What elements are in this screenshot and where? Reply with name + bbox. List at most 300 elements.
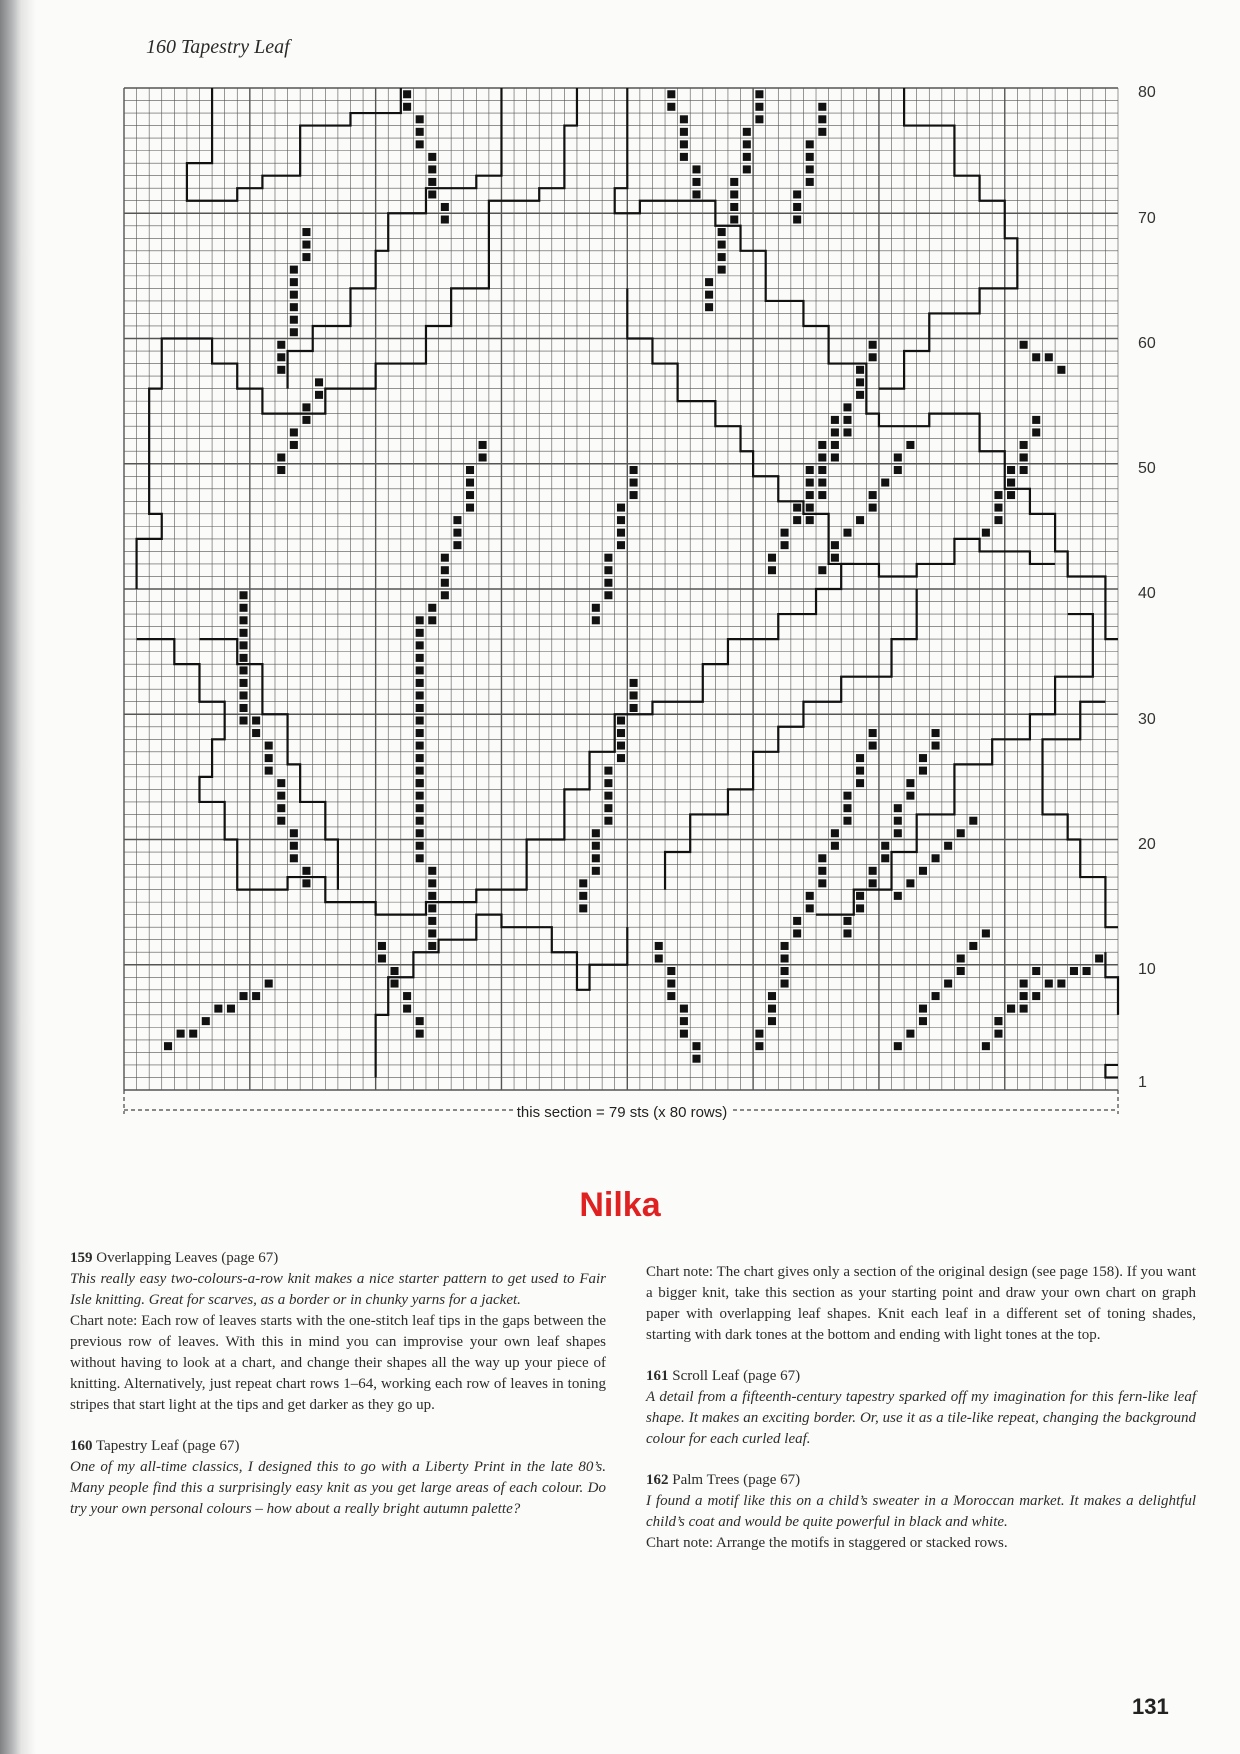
note-text: Arrange the motifs in staggered or stacked rows. <box>716 1535 1008 1551</box>
stitch-cell <box>428 879 436 887</box>
stitch-cell <box>781 980 789 988</box>
stitch-cell <box>831 416 839 424</box>
stitch-cell <box>604 767 612 775</box>
stitch-cell <box>919 767 927 775</box>
stitch-cell <box>969 817 977 825</box>
stitch-cell <box>730 203 738 211</box>
stitch-cell <box>793 516 801 524</box>
stitch-cell <box>793 216 801 224</box>
stitch-cell <box>617 541 625 549</box>
stitch-cell <box>164 1042 172 1050</box>
stitch-cell <box>906 441 914 449</box>
stitch-cell <box>240 704 248 712</box>
stitch-cell <box>240 604 248 612</box>
stitch-cell <box>1020 980 1028 988</box>
stitch-cell <box>705 278 713 286</box>
stitch-cell <box>894 892 902 900</box>
stitch-cell <box>806 153 814 161</box>
stitch-cell <box>793 504 801 512</box>
stitch-cell <box>604 817 612 825</box>
stitch-cell <box>982 1042 990 1050</box>
stitch-cell <box>818 854 826 862</box>
stitch-cell <box>1045 353 1053 361</box>
stitch-cell <box>856 366 864 374</box>
stitch-cell <box>806 140 814 148</box>
stitch-cell <box>755 103 763 111</box>
stitch-cell <box>604 554 612 562</box>
stitch-cell <box>604 779 612 787</box>
stitch-cell <box>277 804 285 812</box>
stitch-cell <box>894 804 902 812</box>
stitch-cell <box>856 904 864 912</box>
stitch-cell <box>932 742 940 750</box>
stitch-cell <box>655 942 663 950</box>
stitch-cell <box>957 954 965 962</box>
stitch-cell <box>932 992 940 1000</box>
section-note <box>124 1104 1120 1121</box>
stitch-cell <box>302 416 310 424</box>
stitch-cell <box>768 554 776 562</box>
stitch-cell <box>617 729 625 737</box>
stitch-cell <box>881 854 889 862</box>
stitch-cell <box>604 591 612 599</box>
stitch-cell <box>818 491 826 499</box>
note-text: The chart gives only a section of the original design (see page 158). If you want a bigger knit, take this section as your starting point and draw your own chart on graph paper with overlapping leaf shapes. Knit each leaf in a different set of toning shades, starting with dark tones at the bottom and ending with light tones at the top. <box>646 1264 1196 1343</box>
stitch-cell <box>227 1005 235 1013</box>
stitch-cell <box>214 1005 222 1013</box>
stitch-cell <box>592 616 600 624</box>
stitch-cell <box>730 190 738 198</box>
stitch-cell <box>680 128 688 136</box>
stitch-cell <box>466 466 474 474</box>
stitch-cell <box>416 629 424 637</box>
stitch-cell <box>428 867 436 875</box>
stitch-cell <box>302 241 310 249</box>
stitch-cell <box>416 729 424 737</box>
stitch-cell <box>1020 992 1028 1000</box>
stitch-cell <box>428 178 436 186</box>
note-label: Chart note: <box>646 1535 714 1551</box>
page-number: 131 <box>1132 1694 1169 1719</box>
stitch-cell <box>667 90 675 98</box>
stitch-cell <box>302 228 310 236</box>
stitch-cell <box>441 591 449 599</box>
stitch-cell <box>843 428 851 436</box>
stitch-cell <box>856 767 864 775</box>
stitch-cell <box>894 829 902 837</box>
stitch-cell <box>843 403 851 411</box>
stitch-cell <box>843 817 851 825</box>
stitch-cell <box>655 954 663 962</box>
stitch-cell <box>302 403 310 411</box>
stitch-cell <box>240 717 248 725</box>
stitch-cell <box>592 604 600 612</box>
stitch-cell <box>416 641 424 649</box>
stitch-cell <box>818 466 826 474</box>
stitch-cell <box>856 516 864 524</box>
stitch-cell <box>441 216 449 224</box>
stitch-cell <box>843 792 851 800</box>
stitch-cell <box>831 842 839 850</box>
stitch-cell <box>390 967 398 975</box>
stitch-cell <box>416 779 424 787</box>
stitch-cell <box>768 992 776 1000</box>
stitch-cell <box>302 879 310 887</box>
stitch-cell <box>466 504 474 512</box>
entry-161-heading <box>646 1366 1196 1387</box>
stitch-cell <box>793 917 801 925</box>
stitch-cell <box>856 892 864 900</box>
stitch-cell <box>403 103 411 111</box>
stitch-cell <box>479 453 487 461</box>
stitch-cell <box>441 566 449 574</box>
stitch-cell <box>869 504 877 512</box>
chart-grid <box>124 88 1118 1090</box>
stitch-cell <box>894 1042 902 1050</box>
stitch-cell <box>252 729 260 737</box>
stitch-cell <box>793 203 801 211</box>
stitch-cell <box>881 479 889 487</box>
stitch-cell <box>1032 967 1040 975</box>
stitch-cell <box>290 303 298 311</box>
stitch-cell <box>604 804 612 812</box>
stitch-cell <box>592 854 600 862</box>
stitch-cell <box>416 1017 424 1025</box>
stitch-cell <box>416 754 424 762</box>
entry-name: Overlapping Leaves <box>96 1250 218 1266</box>
stitch-cell <box>290 266 298 274</box>
stitch-cell <box>240 679 248 687</box>
stitch-cell <box>743 128 751 136</box>
stitch-cell <box>1020 441 1028 449</box>
entry-name: Palm Trees <box>672 1472 740 1488</box>
row-label: 80 <box>1138 84 1156 102</box>
stitch-cell <box>944 980 952 988</box>
stitch-cell <box>894 817 902 825</box>
stitch-cell <box>718 241 726 249</box>
stitch-cell <box>579 892 587 900</box>
entry-159-description: This really easy two-colours-a-row knit makes a nice starter pattern to get used to Fair Isle knitting. Great for scarves, as a border or in chunky yarns for a jacket. <box>70 1271 606 1308</box>
stitch-cell <box>806 904 814 912</box>
stitch-cell <box>768 1005 776 1013</box>
stitch-cell <box>806 178 814 186</box>
entry-160-description: One of my all-time classics, I designed this to go with a Liberty Print in the late 80’s. Many people find this a surprisingly easy knit as you get large areas of each colour. Do try your own personal colours – how about a really bright autumn palette? <box>70 1459 606 1517</box>
stitch-cell <box>604 579 612 587</box>
stitch-cell <box>919 754 927 762</box>
stitch-cell <box>302 867 310 875</box>
stitch-cell <box>630 479 638 487</box>
stitch-cell <box>1045 980 1053 988</box>
stitch-cell <box>1057 366 1065 374</box>
stitch-cell <box>730 178 738 186</box>
stitch-cell <box>416 804 424 812</box>
stitch-cell <box>856 779 864 787</box>
stitch-cell <box>1020 341 1028 349</box>
stitch-cell <box>1095 954 1103 962</box>
stitch-cell <box>881 842 889 850</box>
stitch-cell <box>919 1017 927 1025</box>
stitch-cell <box>667 967 675 975</box>
stitch-cell <box>428 892 436 900</box>
stitch-cell <box>617 516 625 524</box>
stitch-cell <box>906 792 914 800</box>
stitch-cell <box>630 704 638 712</box>
stitch-cell <box>416 140 424 148</box>
stitch-cell <box>843 529 851 537</box>
stitch-cell <box>441 554 449 562</box>
stitch-cell <box>240 591 248 599</box>
leaf-outline <box>187 88 401 201</box>
stitch-cell <box>755 115 763 123</box>
stitch-cell <box>466 491 474 499</box>
stitch-cell <box>919 867 927 875</box>
stitch-cell <box>994 516 1002 524</box>
stitch-cell <box>416 767 424 775</box>
stitch-cell <box>265 742 273 750</box>
entry-160-heading <box>70 1436 606 1457</box>
stitch-cell <box>781 541 789 549</box>
stitch-cell <box>818 115 826 123</box>
stitch-cell <box>1020 453 1028 461</box>
stitch-cell <box>466 479 474 487</box>
stitch-cell <box>1070 967 1078 975</box>
stitch-cell <box>781 529 789 537</box>
stitch-cell <box>894 453 902 461</box>
stitch-cell <box>252 992 260 1000</box>
stitch-cell <box>818 867 826 875</box>
stitch-cell <box>240 654 248 662</box>
stitch-cell <box>806 892 814 900</box>
stitch-cell <box>1032 353 1040 361</box>
stitch-cell <box>265 754 273 762</box>
entry-number: 159 <box>70 1250 93 1266</box>
stitch-cell <box>416 742 424 750</box>
stitch-cell <box>831 441 839 449</box>
stitch-cell <box>403 90 411 98</box>
stitch-cell <box>290 278 298 286</box>
entry-name: Tapestry Leaf <box>95 1438 179 1454</box>
stitch-cell <box>869 341 877 349</box>
stitch-cell <box>692 1042 700 1050</box>
stitch-cell <box>416 128 424 136</box>
entry-page: (page 67) <box>221 1250 279 1266</box>
stitch-cell <box>428 604 436 612</box>
stitch-cell <box>692 178 700 186</box>
stitch-cell <box>290 854 298 862</box>
stitch-cell <box>1057 980 1065 988</box>
stitch-cell <box>479 441 487 449</box>
stitch-cell <box>604 566 612 574</box>
stitch-cell <box>831 829 839 837</box>
stitch-cell <box>265 980 273 988</box>
stitch-cell <box>793 929 801 937</box>
stitch-cell <box>290 441 298 449</box>
stitch-cell <box>453 529 461 537</box>
stitch-cell <box>705 303 713 311</box>
stitch-cell <box>617 504 625 512</box>
stitch-cell <box>290 328 298 336</box>
stitch-cell <box>416 679 424 687</box>
stitch-cell <box>994 504 1002 512</box>
stitch-cell <box>277 792 285 800</box>
stitch-cell <box>856 391 864 399</box>
row-label: 10 <box>1138 961 1156 978</box>
stitch-cell <box>957 829 965 837</box>
stitch-cell <box>680 140 688 148</box>
stitch-cell <box>378 954 386 962</box>
stitch-cell <box>793 190 801 198</box>
stitch-cell <box>944 842 952 850</box>
entry-162-description: I found a motif like this on a child’s sweater in a Moroccan market. It makes a delightful child’s coat and would be quite powerful in black and white. <box>646 1493 1196 1530</box>
stitch-cell <box>692 1055 700 1063</box>
entry-page: (page 67) <box>743 1472 801 1488</box>
stitch-cell <box>1020 466 1028 474</box>
stitch-cell <box>856 378 864 386</box>
stitch-cell <box>428 929 436 937</box>
stitch-cell <box>403 992 411 1000</box>
stitch-cell <box>416 717 424 725</box>
stitch-cell <box>806 479 814 487</box>
stitch-cell <box>290 316 298 324</box>
stitch-cell <box>680 1005 688 1013</box>
stitch-cell <box>957 967 965 975</box>
stitch-cell <box>806 165 814 173</box>
stitch-cell <box>630 466 638 474</box>
stitch-cell <box>718 253 726 261</box>
stitch-cell <box>705 291 713 299</box>
stitch-cell <box>617 742 625 750</box>
stitch-cell <box>932 729 940 737</box>
stitch-cell <box>919 1005 927 1013</box>
stitch-cell <box>982 529 990 537</box>
stitch-cell <box>1083 967 1091 975</box>
stitch-cell <box>416 1030 424 1038</box>
stitch-cell <box>667 103 675 111</box>
stitch-cell <box>240 616 248 624</box>
stitch-cell <box>869 729 877 737</box>
stitch-cell <box>416 704 424 712</box>
stitch-cell <box>768 566 776 574</box>
stitch-cell <box>428 165 436 173</box>
stitch-cell <box>592 867 600 875</box>
stitch-cell <box>390 980 398 988</box>
stitch-cell <box>1007 1005 1015 1013</box>
stitch-cell <box>680 1017 688 1025</box>
left-text-column <box>70 1248 606 1520</box>
stitch-cell <box>630 679 638 687</box>
stitch-cell <box>806 516 814 524</box>
stitch-cell <box>730 216 738 224</box>
entry-page: (page 67) <box>182 1438 240 1454</box>
stitch-cell <box>441 203 449 211</box>
stitch-cell <box>743 165 751 173</box>
stitch-cell <box>290 291 298 299</box>
stitch-cell <box>894 466 902 474</box>
stitch-cell <box>428 942 436 950</box>
stitch-cell <box>592 829 600 837</box>
note-label: Chart note: <box>646 1264 714 1280</box>
stitch-cell <box>416 616 424 624</box>
stitch-cell <box>416 792 424 800</box>
stitch-cell <box>718 266 726 274</box>
stitch-cell <box>818 879 826 887</box>
stitch-cell <box>416 115 424 123</box>
stitch-cell <box>831 554 839 562</box>
stitch-cell <box>932 854 940 862</box>
entry-number: 162 <box>646 1472 669 1488</box>
stitch-cell <box>982 929 990 937</box>
stitch-cell <box>831 428 839 436</box>
stitch-cell <box>806 504 814 512</box>
stitch-cell <box>277 353 285 361</box>
right-text-column <box>646 1262 1196 1554</box>
stitch-cell <box>818 479 826 487</box>
stitch-cell <box>1007 466 1015 474</box>
stitch-cell <box>743 153 751 161</box>
stitch-cell <box>969 942 977 950</box>
entry-name: Scroll Leaf <box>672 1368 740 1384</box>
stitch-cell <box>428 153 436 161</box>
stitch-cell <box>1007 479 1015 487</box>
row-label: 50 <box>1138 460 1156 477</box>
stitch-cell <box>994 1017 1002 1025</box>
watermark-text: Nilka <box>579 1186 661 1224</box>
stitch-cell <box>617 754 625 762</box>
stitch-cell <box>843 929 851 937</box>
stitch-cell <box>290 829 298 837</box>
stitch-cell <box>579 904 587 912</box>
row-label: 30 <box>1138 710 1156 728</box>
row-label: 1 <box>1138 1073 1147 1091</box>
stitch-cell <box>843 416 851 424</box>
stitch-cell <box>781 942 789 950</box>
stitch-cell <box>240 641 248 649</box>
stitch-cell <box>202 1017 210 1025</box>
entry-159-heading <box>70 1248 606 1269</box>
stitch-cell <box>994 491 1002 499</box>
stitch-cell <box>692 190 700 198</box>
stitch-cell <box>378 942 386 950</box>
stitch-cell <box>1032 428 1040 436</box>
stitch-cell <box>592 842 600 850</box>
stitch-cell <box>994 1030 1002 1038</box>
stitch-cell <box>869 879 877 887</box>
stitch-cell <box>680 153 688 161</box>
row-label: 60 <box>1138 334 1156 352</box>
stitch-cell <box>240 629 248 637</box>
stitch-cell <box>806 466 814 474</box>
stitch-cell <box>277 466 285 474</box>
stitch-cell <box>252 717 260 725</box>
row-label: 40 <box>1138 585 1156 603</box>
stitch-cell <box>906 779 914 787</box>
note-text: Each row of leaves starts with the one-stitch leaf tips in the gaps between the previous row of leaves. With this in mind you can improvise your own leaf shapes without having to look at a chart, and change their shapes all the way up your piece of knitting. Alternatively, just repeat chart rows 1–64, working each row of leaves in toning stripes that start light at the tips and get darker as they go up. <box>70 1313 606 1413</box>
stitch-cell <box>630 491 638 499</box>
stitch-cell <box>869 867 877 875</box>
stitch-cell <box>818 103 826 111</box>
stitch-cell <box>416 666 424 674</box>
stitch-cell <box>240 691 248 699</box>
stitch-cell <box>831 453 839 461</box>
stitch-cell <box>869 491 877 499</box>
stitch-cell <box>667 980 675 988</box>
stitch-cell <box>428 917 436 925</box>
stitch-cell <box>869 353 877 361</box>
stitch-cell <box>755 1042 763 1050</box>
stitch-cell <box>617 717 625 725</box>
entry-162-chart-note <box>646 1533 1196 1554</box>
stitch-cell <box>277 341 285 349</box>
